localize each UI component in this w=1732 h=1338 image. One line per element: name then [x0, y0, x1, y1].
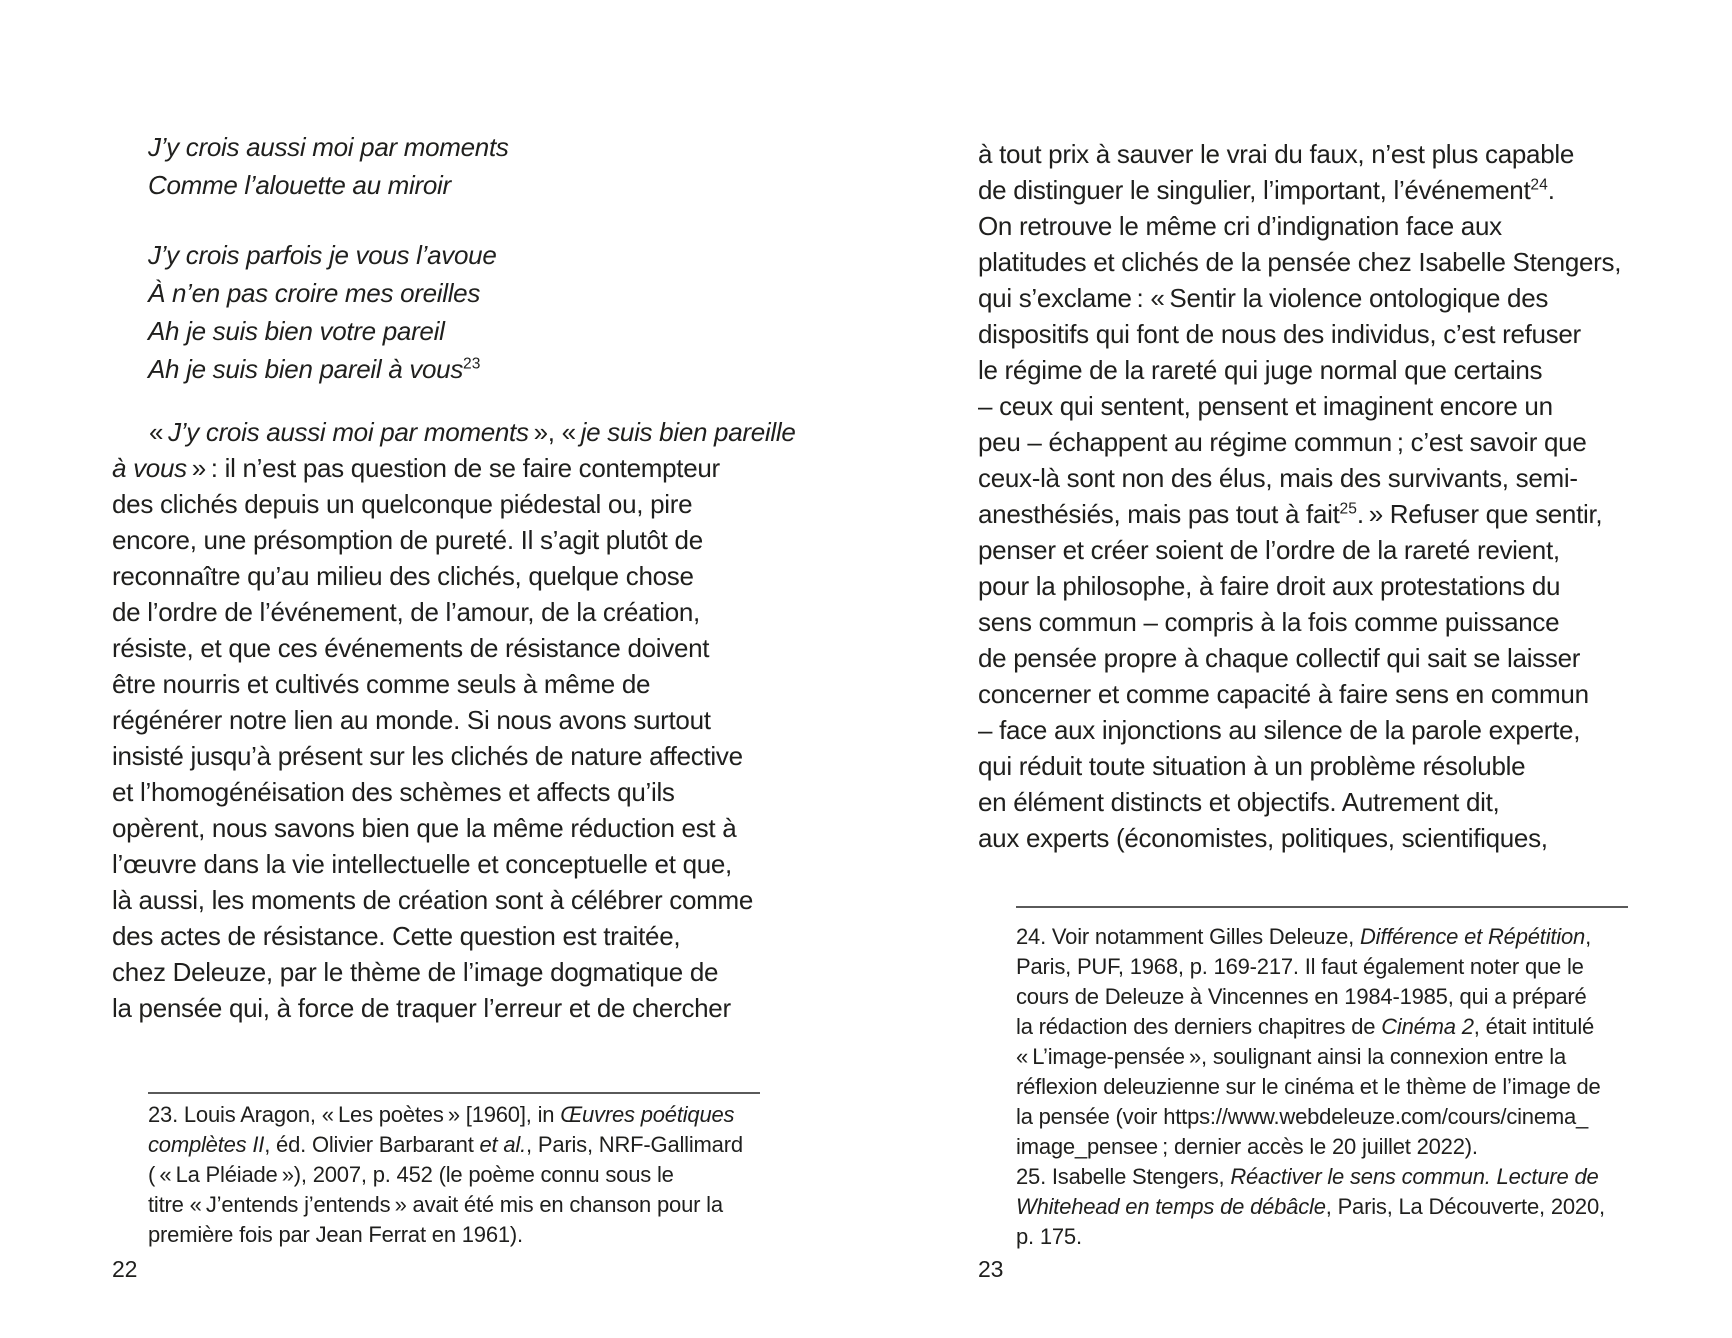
right-body-text — [978, 136, 1678, 856]
text-line: à tout prix à sauver le vrai du faux, n’est plus capable — [978, 139, 1574, 169]
left-footnote-rule — [148, 1092, 760, 1094]
page-number-right: 23 — [978, 1256, 1004, 1282]
text-line: cours de Deleuze à Vincennes en 1984-1985, qui a préparé — [1016, 984, 1587, 1009]
text-line: Ah je suis bien pareil à vous$^{23}$ — [148, 354, 481, 384]
left-body-text — [112, 414, 812, 1026]
text-line: des clichés depuis un quelconque piédestal ou, pire — [112, 489, 693, 519]
poem-block — [148, 128, 509, 388]
text-line: la pensée (voir https://www.webdeleuze.com/cours/cinema_ — [1016, 1104, 1589, 1129]
text-line: concerner et comme capacité à faire sens en commun — [978, 679, 1589, 709]
text-line: J’y crois aussi moi par moments — [148, 132, 509, 162]
text-line: Paris, PUF, 1968, p. 169-217. Il faut également noter que le — [1016, 954, 1584, 979]
text-line: 24. Voir notamment Gilles Deleuze, Différence et Répétition, — [1016, 924, 1591, 949]
text-line: – ceux qui sentent, pensent et imaginent encore un — [978, 391, 1553, 421]
poem-stanza-1 — [148, 128, 509, 204]
poem-stanza-2 — [148, 236, 509, 388]
text-line: le régime de la rareté qui juge normal que certains — [978, 355, 1543, 385]
text-line: « L’image-pensée », soulignant ainsi la connexion entre la — [1016, 1044, 1567, 1069]
text-line: de l’ordre de l’événement, de l’amour, de la création, — [112, 597, 700, 627]
text-line: dispositifs qui font de nous des individus, c’est refuser — [978, 319, 1581, 349]
text-line: chez Deleuze, par le thème de l’image dogmatique de — [112, 957, 719, 987]
text-line: de pensée propre à chaque collectif qui sait se laisser — [978, 643, 1581, 673]
page-number-left: 22 — [112, 1256, 138, 1282]
text-line: ceux-là sont non des élus, mais des survivants, semi- — [978, 463, 1578, 493]
text-line: régénérer notre lien au monde. Si nous avons surtout — [112, 705, 711, 735]
text-line: – face aux injonctions au silence de la parole experte, — [978, 715, 1581, 745]
text-line: Whitehead en temps de débâcle, Paris, La Découverte, 2020, — [1016, 1194, 1605, 1219]
text-line: platitudes et clichés de la pensée chez Isabelle Stengers, — [978, 247, 1622, 277]
left-footnote — [148, 1100, 788, 1250]
text-line: là aussi, les moments de création sont à célébrer comme — [112, 885, 754, 915]
text-line: l’œuvre dans la vie intellectuelle et conceptuelle et que, — [112, 849, 732, 879]
text-line: J’y crois parfois je vous l’avoue — [148, 240, 497, 270]
text-line: être nourris et cultivés comme seuls à même de — [112, 669, 651, 699]
text-line: qui s’exclame : « Sentir la violence ontologique des — [978, 283, 1549, 313]
right-footnotes — [1016, 922, 1656, 1252]
text-line: des actes de résistance. Cette question est traitée, — [112, 921, 681, 951]
stanza-gap — [148, 204, 509, 236]
text-line: reconnaître qu’au milieu des clichés, quelque chose — [112, 561, 694, 591]
text-line: peu – échappent au régime commun ; c’est savoir que — [978, 427, 1587, 457]
text-line: la pensée qui, à force de traquer l’erreur et de chercher — [112, 993, 731, 1023]
text-line: à vous » : il n’est pas question de se faire contempteur — [112, 453, 720, 483]
text-line: qui réduit toute situation à un problème résoluble — [978, 751, 1526, 781]
text-line: opèrent, nous savons bien que la même réduction est à — [112, 813, 737, 843]
text-line: On retrouve le même cri d’indignation face aux — [978, 211, 1502, 241]
text-line: Ah je suis bien votre pareil — [148, 316, 445, 346]
text-line: À n’en pas croire mes oreilles — [148, 278, 481, 308]
text-line: penser et créer soient de l’ordre de la rareté revient, — [978, 535, 1560, 565]
text-line: et l’homogénéisation des schèmes et affects qu’ils — [112, 777, 675, 807]
text-line: p. 175. — [1016, 1224, 1082, 1249]
text-line: première fois par Jean Ferrat en 1961). — [148, 1222, 523, 1247]
text-line: anesthésiés, mais pas tout à fait$^{25}$. » Refuser que sentir, — [978, 499, 1603, 529]
text-line: la rédaction des derniers chapitres de Cinéma 2, était intitulé — [1016, 1014, 1595, 1039]
text-line: 23. Louis Aragon, « Les poètes » [1960], in Œuvres poétiques — [148, 1102, 735, 1127]
right-footnote-rule — [1016, 906, 1628, 908]
text-line: résiste, et que ces événements de résistance doivent — [112, 633, 710, 663]
text-line: en élément distincts et objectifs. Autrement dit, — [978, 787, 1500, 817]
text-line: titre « J’entends j’entends » avait été mis en chanson pour la — [148, 1192, 723, 1217]
text-line: ( « La Pléiade »), 2007, p. 452 (le poème connu sous le — [148, 1162, 674, 1187]
text-line: sens commun – compris à la fois comme puissance — [978, 607, 1560, 637]
text-line: insisté jusqu’à présent sur les clichés de nature affective — [112, 741, 743, 771]
text-line: image_pensee ; dernier accès le 20 juillet 2022). — [1016, 1134, 1478, 1159]
text-line: encore, une présomption de pureté. Il s’agit plutôt de — [112, 525, 703, 555]
text-line: Comme l’alouette au miroir — [148, 170, 451, 200]
text-line: pour la philosophe, à faire droit aux protestations du — [978, 571, 1561, 601]
text-line: de distinguer le singulier, l’important, l’événement$^{24}$. — [978, 175, 1555, 205]
text-line: 25. Isabelle Stengers, Réactiver le sens commun. Lecture de — [1016, 1164, 1599, 1189]
text-line: réflexion deleuzienne sur le cinéma et le thème de l’image de — [1016, 1074, 1601, 1099]
text-line: complètes II, éd. Olivier Barbarant et al., Paris, NRF-Gallimard — [148, 1132, 743, 1157]
text-line: aux experts (économistes, politiques, scientifiques, — [978, 823, 1548, 853]
text-line: « J’y crois aussi moi par moments », « je suis bien pareille — [149, 417, 796, 447]
